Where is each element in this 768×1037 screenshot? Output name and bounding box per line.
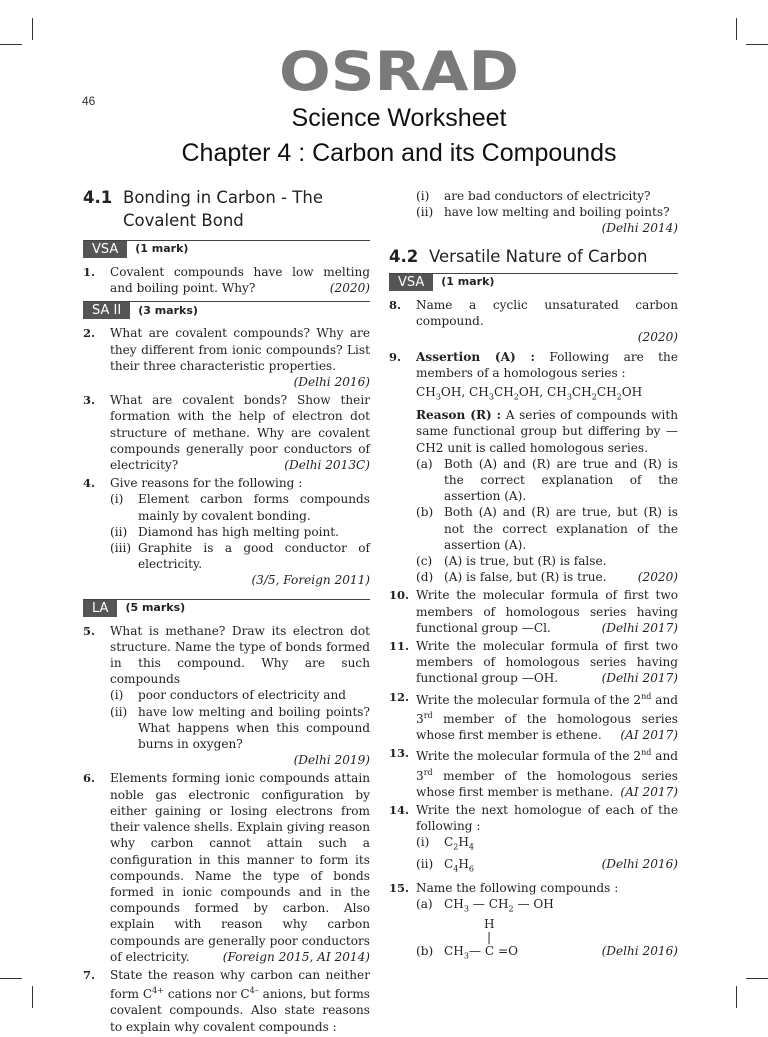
list-item: (i) $C_2H_4$ — [416, 835, 474, 852]
question — [389, 349, 678, 585]
question-text: Write the molecular formula of first two members of homologous series having functional group —OH. — [416, 639, 678, 686]
list-item: (ii) $C_4H_6$ (Delhi 2016) — [416, 856, 678, 878]
question-number: 10. — [389, 588, 410, 603]
question-number: 8. — [389, 297, 402, 312]
question — [389, 802, 678, 878]
question — [83, 325, 370, 390]
question-source: (AI 2017) — [620, 784, 678, 799]
question-number: 2. — [83, 326, 96, 341]
question-text: Give reasons for the following : — [110, 476, 303, 491]
marks-bar — [83, 301, 370, 319]
marks-tag: VSA — [83, 241, 127, 258]
question — [389, 880, 678, 965]
page-title: Science Worksheet — [291, 104, 507, 132]
marks-tag: VSA — [389, 274, 433, 291]
question-number: 15. — [389, 880, 410, 895]
question — [83, 623, 370, 769]
crop-mark — [736, 986, 737, 1008]
question-text: What is methane? Draw its electron dot structure. Name the type of bonds formed in this compound. Why are such compounds — [110, 623, 370, 687]
page-number: 46 — [82, 94, 96, 108]
question-number: 6. — [83, 771, 96, 786]
marks-label: (5 marks) — [125, 601, 186, 615]
question-text: Assertion (A) : Following are the members of a homologous series : — [416, 350, 678, 381]
question-source: (3/5, Foreign 2011) — [251, 573, 370, 588]
left-column — [83, 186, 370, 1037]
question-source: (Delhi 2016) — [293, 375, 370, 390]
marks-label: (1 mark) — [135, 242, 189, 256]
question-text: Name a cyclic unsaturated carbon compound. — [416, 297, 678, 328]
question-source: (2020) — [637, 330, 678, 345]
reason-text: Reason (R) : A series of compounds with same functional group but differing by —CH2 unit is called homologous series. — [416, 408, 678, 455]
list-item: (ii) have low melting and boiling points? — [416, 205, 670, 220]
question-number: 4. — [83, 476, 96, 491]
question-text: What are covalent bonds? Show their formation with the help of electron dot structure of methane. Why are covalent compounds generally poor conductors of electricity? — [110, 393, 370, 473]
structure-top: H — [484, 917, 495, 932]
question — [389, 745, 678, 800]
marks-bar — [83, 240, 370, 258]
marks-tag: LA — [83, 600, 117, 617]
question-number: 7. — [83, 967, 96, 982]
marks-bar — [389, 273, 678, 291]
chemical-series: $CH_3OH$, $CH_3CH_2OH$, $CH_3CH_2CH_2OH$ — [416, 384, 643, 402]
marks-label: (3 marks) — [138, 303, 198, 317]
question — [389, 689, 678, 744]
question-source: (Delhi 2017) — [601, 671, 678, 686]
list-item: (ii) Diamond has high melting point. — [110, 524, 339, 539]
question-source: (2020) — [329, 281, 370, 296]
question-number: 9. — [389, 350, 402, 365]
marks-bar — [83, 599, 370, 617]
section-title: Bonding in Carbon - The Covalent Bond — [123, 188, 323, 230]
marks-tag: SA II — [83, 302, 130, 319]
bond-line: | — [487, 930, 492, 945]
question-source: (Delhi 2013C) — [284, 458, 370, 473]
question — [83, 392, 370, 473]
list-item: (iii) Graphite is a good conductor of electricity. — [110, 541, 370, 572]
question — [83, 967, 370, 1035]
question-text: What are covalent compounds? Why are they different from ionic compounds? List their three characteristic properties. — [110, 326, 370, 373]
question — [389, 587, 678, 636]
question — [389, 638, 678, 687]
question-number: 13. — [389, 746, 410, 761]
question — [83, 475, 370, 588]
question-source: (Delhi 2016) — [601, 857, 678, 872]
option-a: (a) Both (A) and (R) are true and (R) is the correct explanation of the assertion (A). — [416, 456, 678, 504]
question-source: (Delhi 2019) — [293, 753, 370, 768]
crop-mark — [736, 18, 737, 40]
chapter-title: Chapter 4 : Carbon and its Compounds — [181, 139, 617, 167]
crop-mark — [32, 18, 33, 40]
option-c: (c) (A) is true, but (R) is false. — [416, 554, 607, 569]
question — [389, 297, 678, 346]
marks-label: (1 mark) — [441, 275, 495, 288]
question-text: Write the molecular formula of the 2nd and 3rd member of the homologous series whose first member is methane. — [416, 748, 678, 799]
question-source: (Delhi 2014) — [601, 221, 678, 236]
question-text: Write the next homologue of each of the following : — [416, 803, 678, 834]
question-number: 1. — [83, 265, 96, 279]
crop-mark — [746, 44, 768, 45]
question-number: 12. — [389, 689, 410, 704]
question-source: (Delhi 2016) — [601, 944, 678, 959]
list-item: (i) Element carbon forms compounds mainly by covalent bonding. — [110, 492, 370, 523]
section-title: Versatile Nature of Carbon — [429, 246, 648, 266]
question-text: Elements forming ionic compounds attain noble gas electronic configuration by either gaining or losing electrons from their valence shells. Explain giving reason why carbon cannot attain such a configuration in this manner to form its compounds. Name the type of bonds formed in ionic compounds and in the compounds formed by carbon. Also explain with reason why carbon compounds are generally poor conductors of electricity. — [110, 771, 370, 964]
section-heading — [389, 245, 678, 268]
list-item: (a) $CH_3$ — $CH_2$ — OH — [416, 896, 554, 914]
crop-mark — [746, 978, 768, 979]
right-column — [389, 188, 678, 967]
section-heading — [83, 186, 370, 232]
list-item: (i) poor conductors of electricity and — [110, 688, 347, 703]
option-b: (b) Both (A) and (R) are true, but (R) is not the correct explanation of the assertion (A). — [416, 505, 678, 552]
question-text: Name the following compounds : — [416, 880, 619, 895]
brand-logo-text: OSRAD — [279, 46, 519, 96]
option-d: (d) (A) is false, but (R) is true. (2020) — [416, 570, 678, 585]
crop-mark — [32, 986, 33, 1008]
question-number: 5. — [83, 623, 96, 638]
list-item: (b) $CH_3—$ C =O (Delhi 2016) — [416, 943, 678, 965]
question-number: 3. — [83, 393, 96, 408]
list-item: (ii) have low melting and boiling points? What happens when this compound burns in oxygen? — [110, 704, 370, 752]
section-number: 4.2 — [389, 246, 419, 266]
list-item: (i) are bad conductors of electricity? — [416, 189, 651, 203]
question-source: (AI 2017) — [620, 728, 678, 743]
question — [83, 264, 370, 296]
question-text: Covalent compounds have low melting and boiling point. Why? — [110, 265, 370, 296]
question-source: (Foreign 2015, AI 2014) — [222, 949, 370, 964]
question-number: 14. — [389, 803, 410, 818]
question-source: (Delhi 2017) — [601, 620, 678, 635]
question-text: Write the molecular formula of the 2nd and 3rd member of the homologous series whose first member is ethene. — [416, 691, 678, 743]
question-text: State the reason why carbon can neither form $C^{4+}$ cations nor $C^{4-}$ anions, but forms covalent compounds. Also state reasons to explain why covalent compounds : — [110, 967, 370, 1034]
question — [83, 770, 370, 964]
brand-logo — [277, 46, 521, 96]
question-text: Write the molecular formula of first two members of homologous series having functional group —Cl. — [416, 588, 678, 635]
section-number: 4.1 — [83, 188, 113, 207]
crop-mark — [0, 978, 22, 979]
question-number: 11. — [389, 639, 410, 654]
question-source: (2020) — [637, 570, 678, 585]
crop-mark — [0, 44, 22, 45]
